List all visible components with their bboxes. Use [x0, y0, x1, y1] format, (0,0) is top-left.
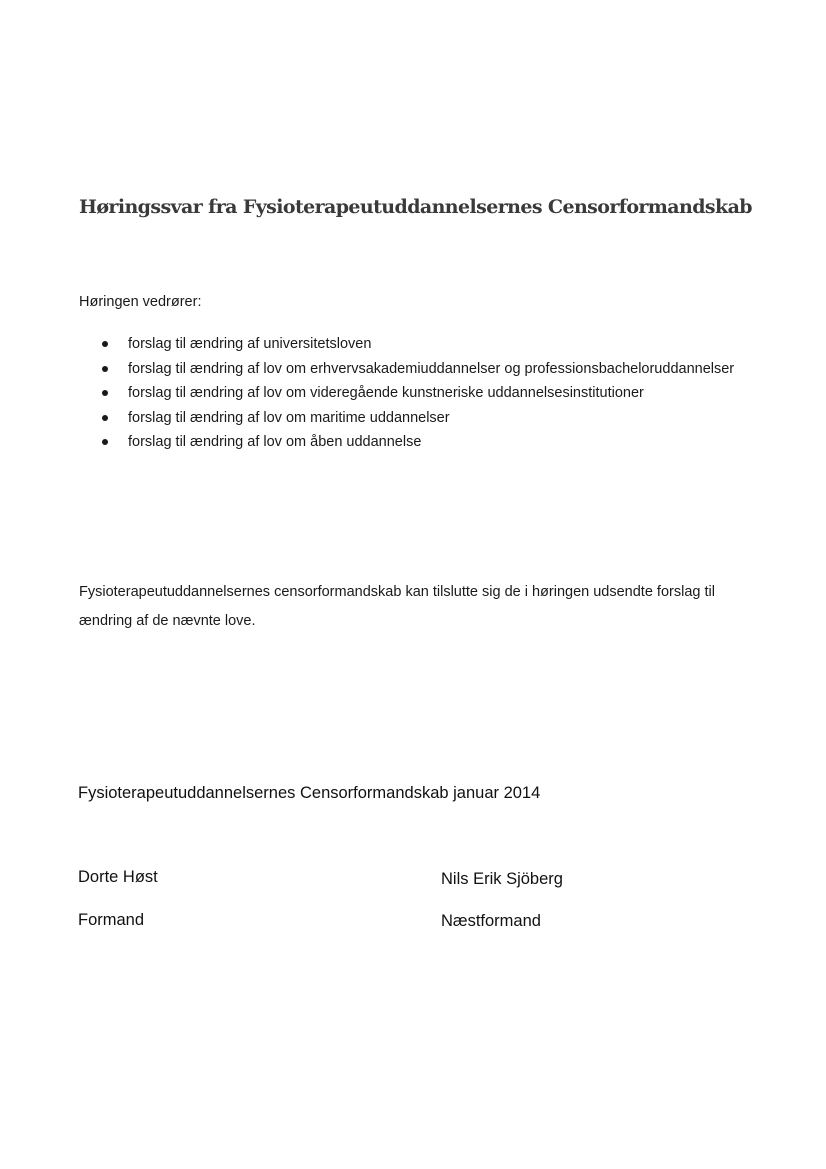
list-item	[100, 381, 740, 406]
bullet-icon	[102, 439, 108, 445]
organization-date-line: Fysioterapeutuddannelsernes Censorformandskab januar 2014	[78, 784, 541, 802]
hearing-topics-list	[100, 332, 740, 455]
page-title: Høringssvar fra Fysioterapeutuddannelsernes Censorformandskab	[79, 196, 752, 218]
signatory-right-role: Næstformand	[441, 912, 541, 930]
bullet-icon	[102, 366, 108, 372]
list-item	[100, 332, 740, 357]
signatory-left-name: Dorte Høst	[78, 868, 158, 886]
intro-text: Høringen vedrører:	[79, 294, 202, 310]
list-item-text: forslag til ændring af lov om videregående kunstneriske uddannelsesinstitutioner	[128, 385, 644, 401]
statement-paragraph: Fysioterapeutuddannelsernes censorformandskab kan tilslutte sig de i høringen udsendte forslag til ændring af de nævnte love.	[79, 584, 715, 629]
list-item	[100, 430, 740, 455]
list-item	[100, 406, 740, 431]
list-item-text: forslag til ændring af lov om maritime uddannelser	[128, 409, 450, 426]
bullet-icon	[102, 341, 108, 347]
bullet-icon	[102, 415, 108, 421]
signatory-left-role: Formand	[78, 911, 145, 929]
list-item	[100, 357, 740, 382]
signatory-right-name: Nils Erik Sjöberg	[441, 870, 563, 888]
list-item-text: forslag til ændring af lov om åben uddannelse	[128, 434, 422, 450]
list-item-text: forslag til ændring af universitetsloven	[128, 336, 372, 352]
bullet-icon	[102, 390, 108, 396]
list-item-text: forslag til ændring af lov om erhvervsakademiuddannelser og professionsbacheloruddannelser	[128, 360, 735, 377]
